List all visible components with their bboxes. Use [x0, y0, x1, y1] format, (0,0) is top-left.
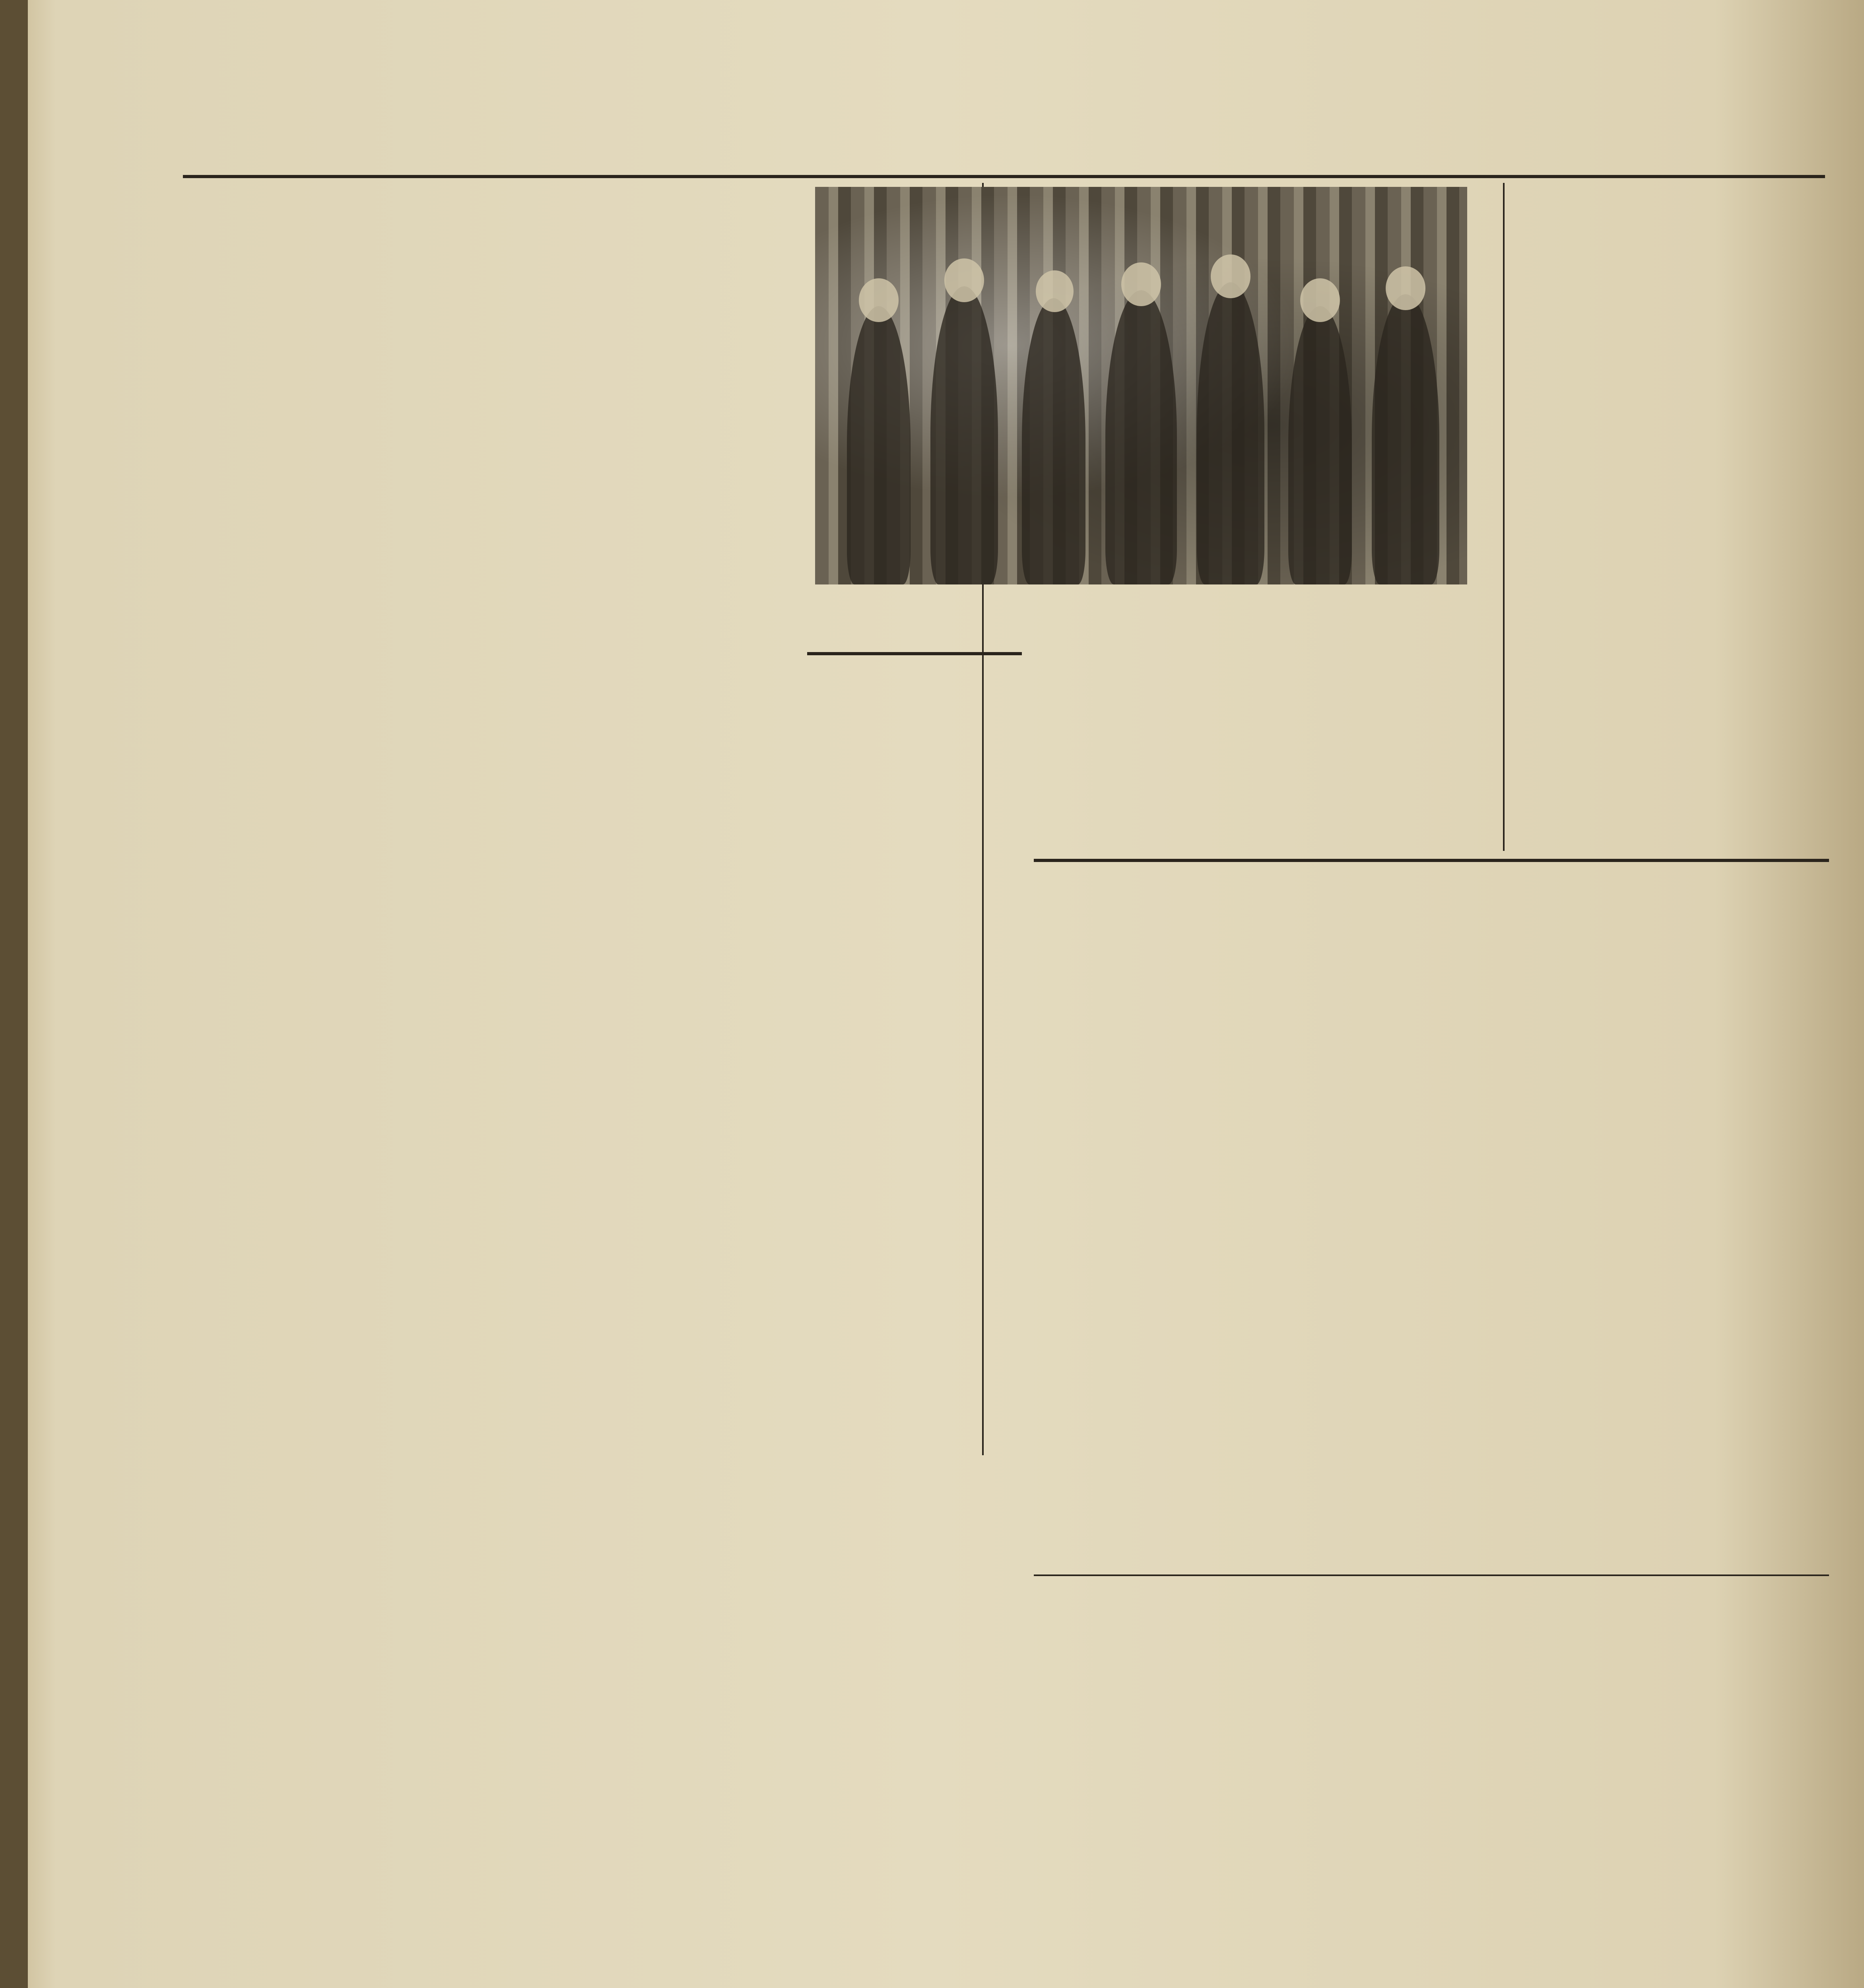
section-rule	[807, 652, 1022, 655]
raid-col2	[1237, 1797, 1427, 1988]
students-photo	[815, 187, 1467, 584]
competition-col1	[1038, 1081, 1276, 1559]
raid-col1	[1038, 1797, 1229, 1988]
response-text	[815, 787, 1022, 1177]
services-col1	[1535, 350, 1682, 851]
header-rule	[183, 175, 1825, 178]
photo-caption	[1066, 588, 1503, 771]
committee-col1	[183, 374, 437, 1678]
photo-caption-2	[1066, 775, 1503, 811]
column-rule	[1503, 183, 1505, 851]
competition-col3	[1539, 1081, 1777, 1531]
page-binding	[0, 0, 28, 1988]
services-col2	[1690, 350, 1837, 851]
committee-col4	[612, 370, 803, 1404]
section-rule	[1034, 859, 1829, 862]
competition-col2	[1288, 1081, 1527, 1559]
flowers-text	[815, 1344, 1022, 1694]
committee-col6	[449, 1682, 803, 1857]
section-rule	[1034, 1574, 1829, 1576]
committee-col5	[612, 1415, 803, 1662]
